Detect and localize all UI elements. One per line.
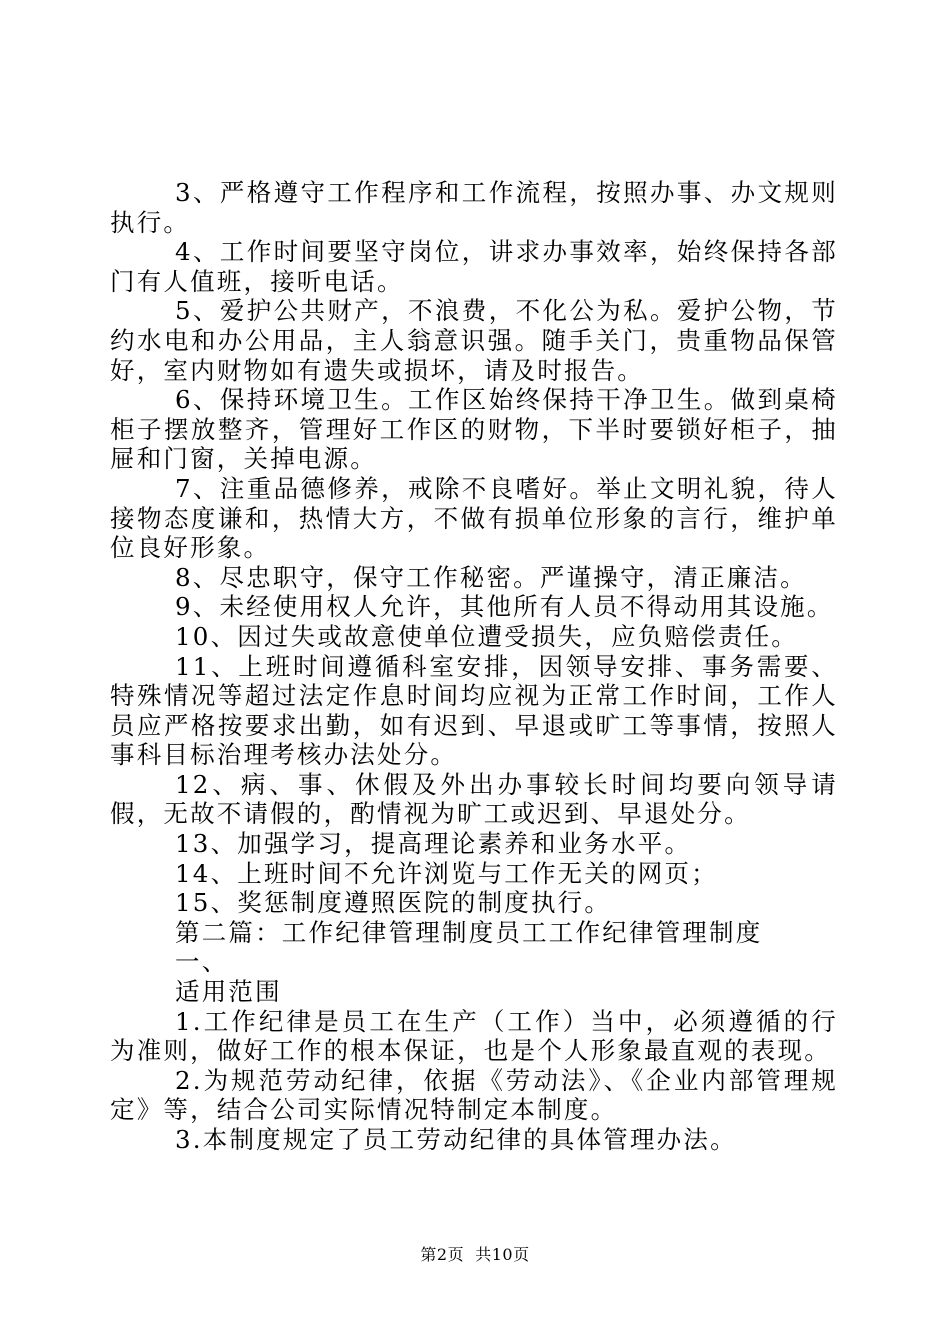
paragraph-rule-10: 10、因过失或故意使单位遭受损失，应负赔偿责任。 [175,621,798,651]
paragraph-rule-15: 15、奖惩制度遵照医院的制度执行。 [175,888,612,918]
section-number: 一、 [175,947,229,977]
paragraph-rule-12: 12、病、事、休假及外出办事较长时间均要向领导请假，无故不请假的，酌情视为旷工或迟到、早退处分。 [110,769,838,829]
section-subtitle: 适用范围 [175,977,282,1007]
paragraph-scope-3: 3.本制度规定了员工劳动纪律的具体管理办法。 [175,1125,737,1154]
paragraph-scope-2: 2.为规范劳动纪律，依据《劳动法》、《企业内部管理规定》等，结合公司实际情况特制定本制度。 [110,1065,838,1125]
paragraph-rule-8: 8、尽忠职守，保守工作秘密。严谨操守，清正廉洁。 [175,562,807,592]
document-body [110,178,838,1155]
paragraph-rule-9: 9、未经使用权人允许，其他所有人员不得动用其设施。 [175,592,834,622]
paragraph-rule-6: 6、保持环境卫生。工作区始终保持干净卫生。做到桌椅柜子摆放整齐，管理好工作区的财物，下半时要锁好柜子，抽屉和门窗，关掉电源。 [110,385,838,474]
paragraph-rule-14: 14、上班时间不允许浏览与工作无关的网页； [175,858,718,888]
paragraph-scope-1: 1.工作纪律是员工在生产（工作）当中，必须遵循的行为准则，做好工作的根本保证，也是个人形象最直观的表现。 [110,1006,838,1066]
section-heading: 第二篇：工作纪律管理制度员工工作纪律管理制度 [175,917,763,947]
page-footer: 第2页 共10页 [420,1245,530,1264]
paragraph-rule-7: 7、注重品德修养，戒除不良嗜好。举止文明礼貌，待人接物态度谦和，热情大方，不做有损单位形象的言行，维护单位良好形象。 [110,473,838,563]
paragraph-rule-5: 5、爱护公共财产，不浪费，不化公为私。爱护公物，节约水电和办公用品，主人翁意识强。随手关门，贵重物品保管好，室内财物如有遗失或损坏，请及时报告。 [110,296,838,385]
paragraph-rule-4: 4、工作时间要坚守岗位，讲求办事效率，始终保持各部门有人值班，接听电话。 [110,237,838,296]
paragraph-rule-13: 13、加强学习，提高理论素养和业务水平。 [175,829,692,859]
paragraph-rule-11: 11、上班时间遵循科室安排，因领导安排、事务需要、特殊情况等超过法定作息时间均应视为正常工作时间，工作人员应严格按要求出勤，如有迟到、早退或旷工等事情，按照人事科目标治理考核办法处分。 [110,651,838,770]
paragraph-rule-3: 3、严格遵守工作程序和工作流程，按照办事、办文规则执行。 [110,178,838,237]
